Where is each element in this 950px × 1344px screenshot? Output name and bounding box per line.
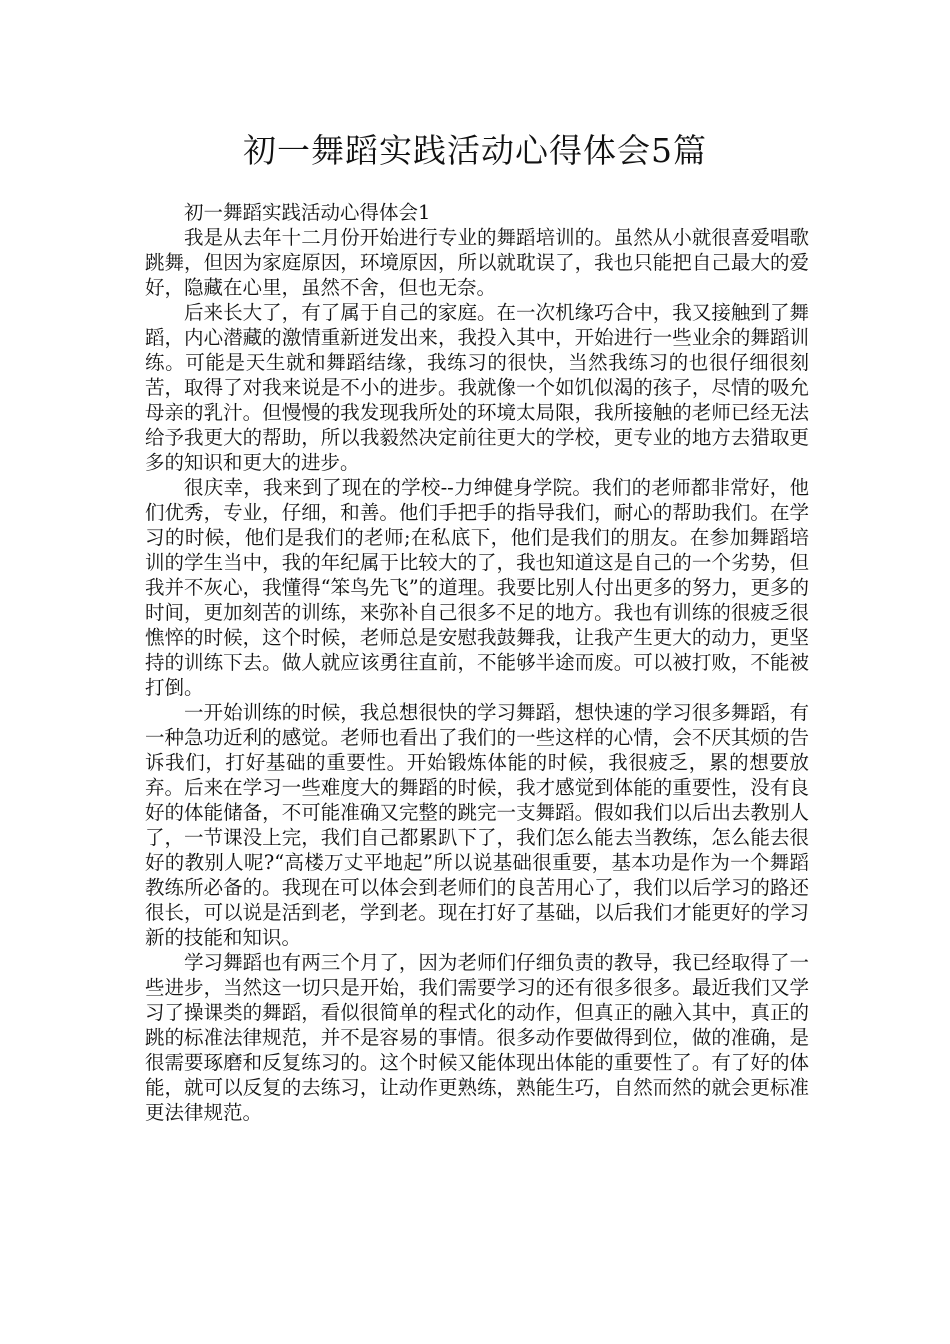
- document-title: 初一舞蹈实践活动心得体会5篇: [243, 131, 707, 170]
- paragraph-2: 后来长大了，有了属于自己的家庭。在一次机缘巧合中，我又接触到了舞蹈，内心潜藏的激情重新迸发出来，我投入其中，开始进行一些业余的舞蹈训练。可能是天生就和舞蹈结缘，我练习的很快，当然我练习的也很仔细很刻苦，取得了对我来说是不小的进步。我就像一个如饥似渴的孩子，尽情的吸允母亲的乳汁。但慢慢的我发现我所处的环境太局限，我所接触的老师已经无法给予我更大的帮助，所以我毅然决定前往更大的学校，更专业的地方去猎取更多的知识和更大的进步。: [145, 301, 809, 474]
- paragraph-3: 很庆幸，我来到了现在的学校--力绅健身学院。我们的老师都非常好，他们优秀，专业，仔细，和善。他们手把手的指导我们，耐心的帮助我们。在学习的时候，他们是我们的老师;在私底下，他们是我们的朋友。在参加舞蹈培训的学生当中，我的年纪属于比较大的了，我也知道这是自己的一个劣势，但我并不灰心，我懂得“笨鸟先飞”的道理。我要比别人付出更多的努力，更多的时间，更加刻苦的训练，来弥补自己很多不足的地方。我也有训练的很疲乏很憔悴的时候，这个时候，老师总是安慰我鼓舞我，让我产生更大的动力，更坚持的训练下去。做人就应该勇往直前，不能够半途而废。可以被打败，不能被打倒。: [145, 476, 809, 699]
- document-body: [145, 200, 809, 1125]
- paragraph-5: 学习舞蹈也有两三个月了，因为老师们仔细负责的教导，我已经取得了一些进步，当然这一切只是开始，我们需要学习的还有很多很多。最近我们又学习了操课类的舞蹈，看似很简单的程式化的动作，但真正的融入其中，真正的跳的标准法律规范，并不是容易的事情。很多动作要做得到位，做的准确，是很需要琢磨和反复练习的。这个时候又能体现出体能的重要性了。有了好的体能，就可以反复的去练习，让动作更熟练，熟能生巧，自然而然的就会更标准更法律规范。: [145, 951, 809, 1124]
- paragraph-1: 我是从去年十二月份开始进行专业的舞蹈培训的。虽然从小就很喜爱唱歌跳舞，但因为家庭原因，环境原因，所以就耽误了，我也只能把自己最大的爱好，隐藏在心里，虽然不舍，但也无奈。: [145, 226, 809, 299]
- paragraph-4: 一开始训练的时候，我总想很快的学习舞蹈，想快速的学习很多舞蹈，有一种急功近利的感觉。老师也看出了我们的一些这样的心情，会不厌其烦的告诉我们，打好基础的重要性。开始锻炼体能的时候，我很疲乏，累的想要放弃。后来在学习一些难度大的舞蹈的时候，我才感觉到体能的重要性，没有良好的体能储备，不可能准确又完整的跳完一支舞蹈。假如我们以后出去教别人了，一节课没上完，我们自己都累趴下了，我们怎么能去当教练，怎么能去很好的教别人呢?“高楼万丈平地起”所以说基础很重要，基本功是作为一个舞蹈教练所必备的。我现在可以体会到老师们的良苦用心了，我们以后学习的路还很长，可以说是活到老，学到老。现在打好了基础，以后我们才能更好的学习新的技能和知识。: [145, 701, 809, 949]
- section-heading: 初一舞蹈实践活动心得体会1: [184, 201, 431, 224]
